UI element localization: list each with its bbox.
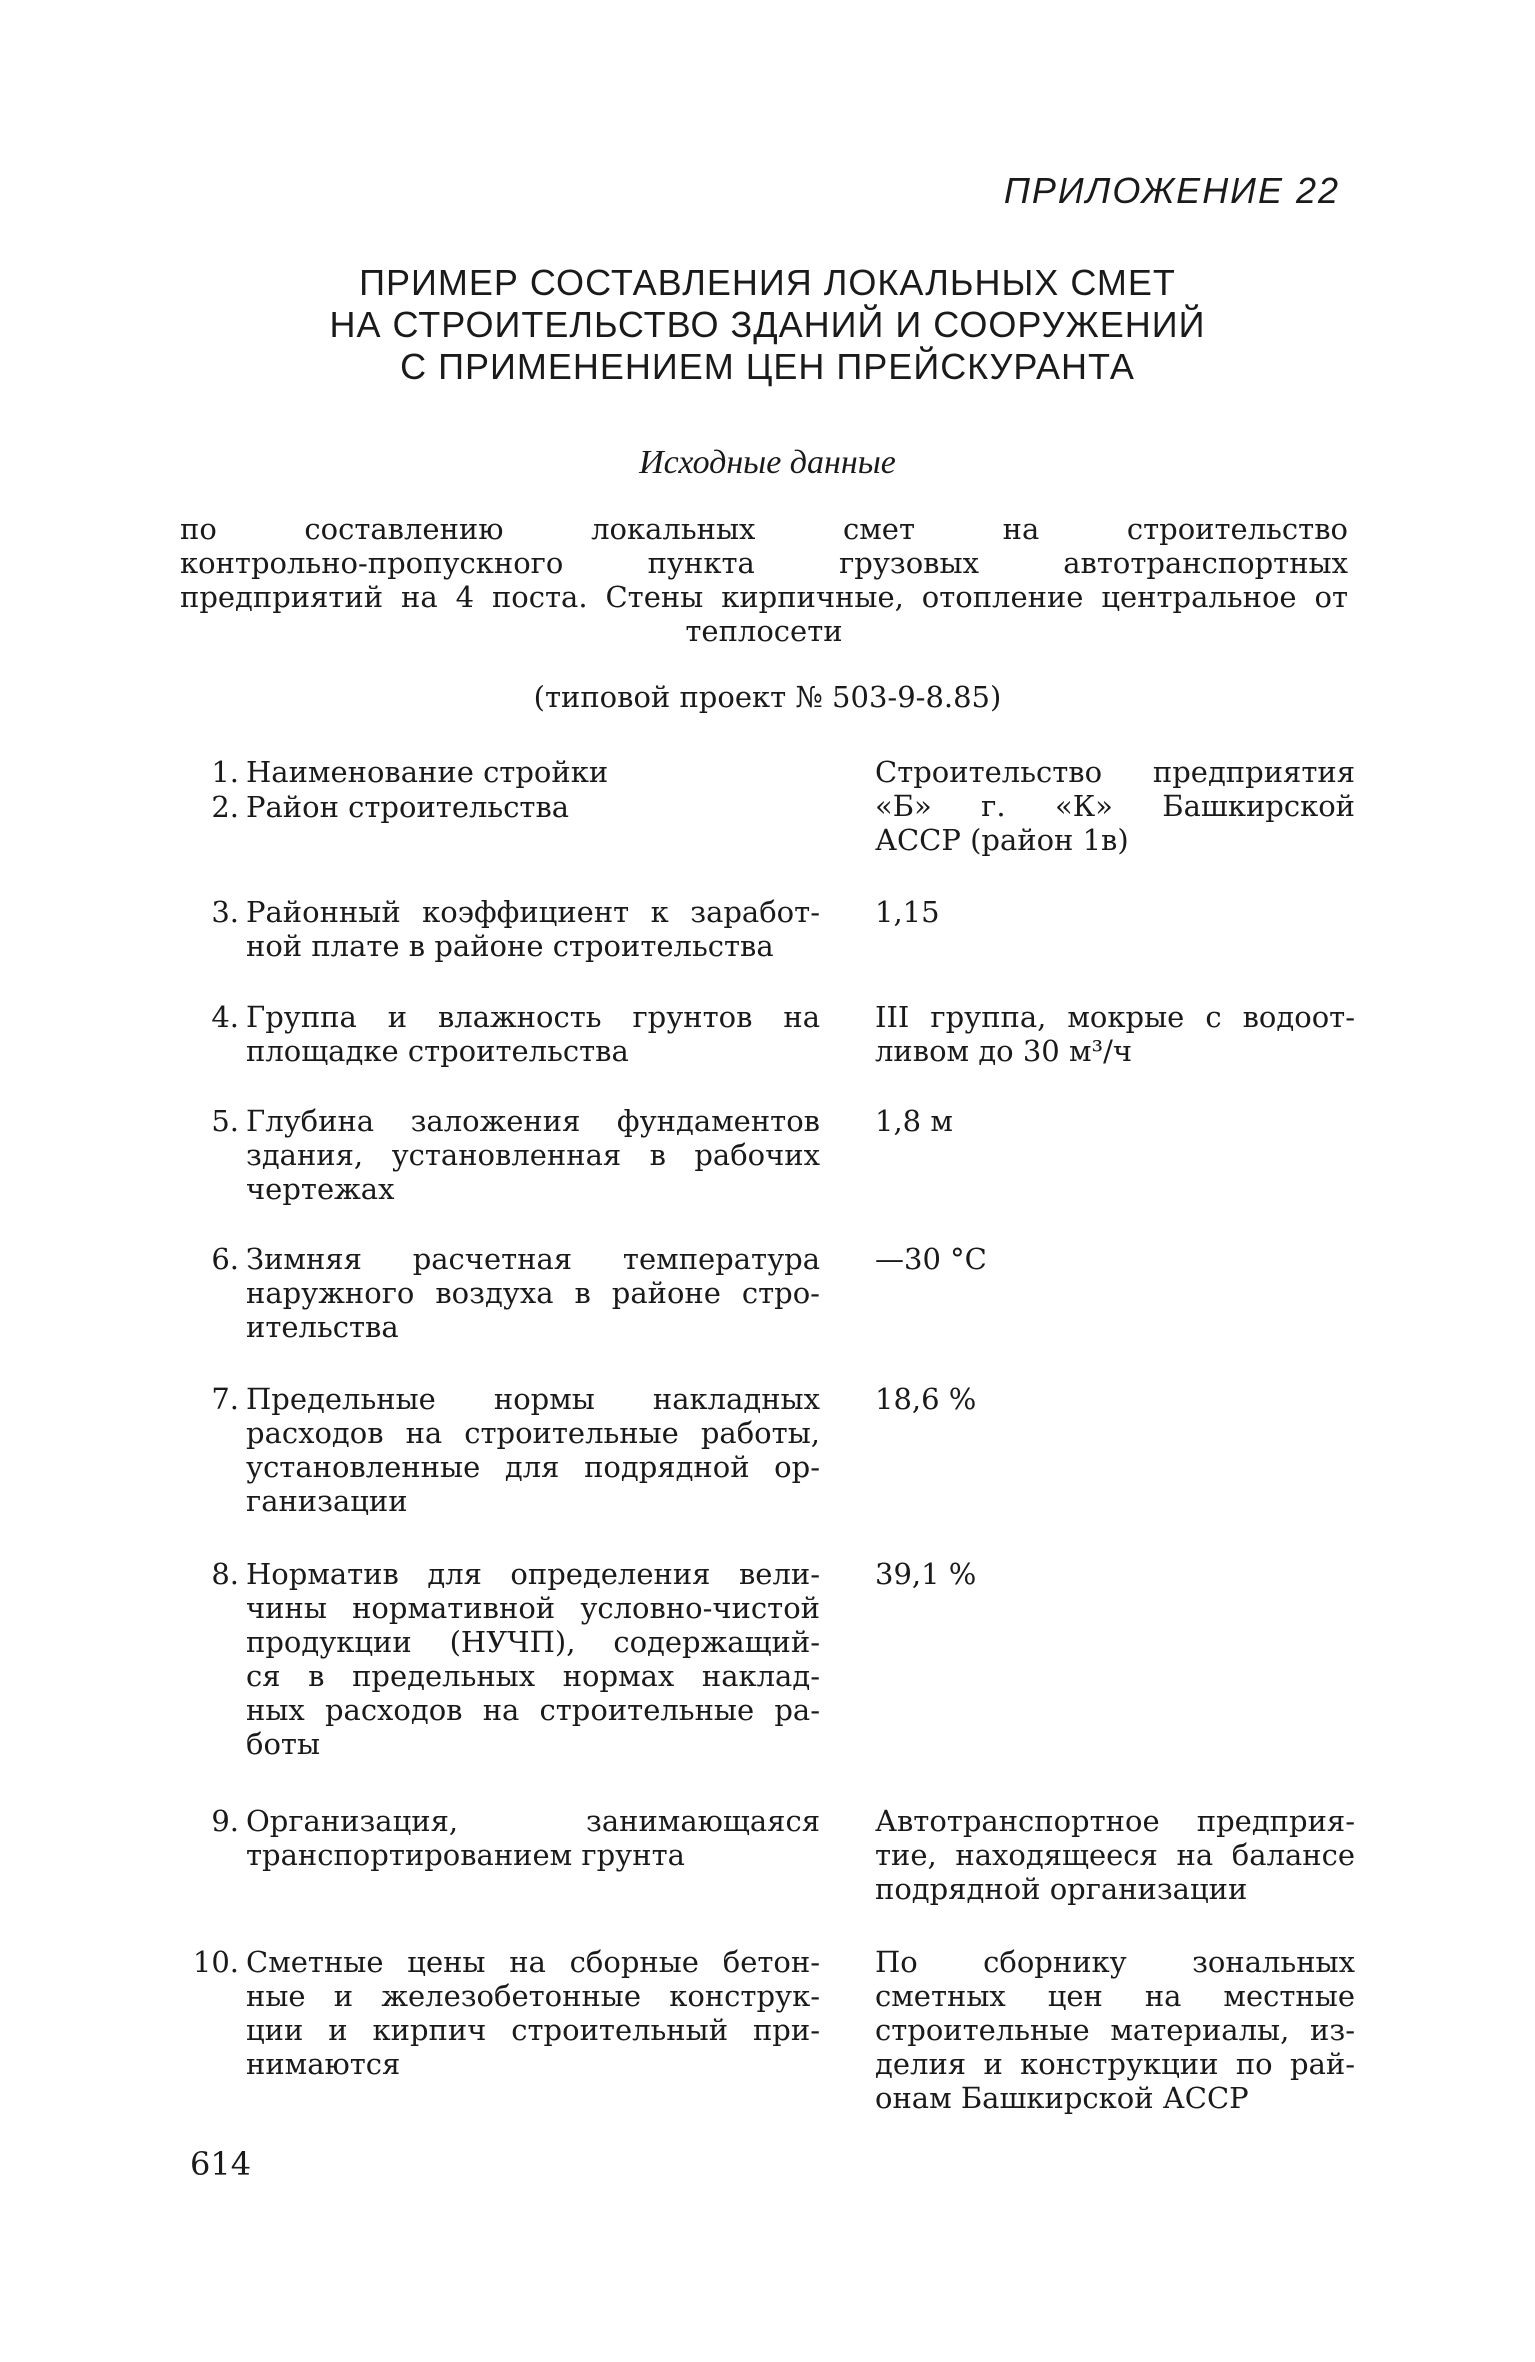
parameter-line: Глубина заложения фундаментов xyxy=(246,1104,820,1138)
value-line: строительные материалы, из- xyxy=(875,2013,1355,2047)
page-number: 614 xyxy=(190,2145,252,2183)
parameter-line: Группа и влажность грунтов на xyxy=(246,1000,820,1034)
item-value xyxy=(875,1557,1355,1591)
value-line: АССР (район 1в) xyxy=(875,823,1129,857)
item-number: 3. xyxy=(211,895,239,929)
title-line: ПРИМЕР СОСТАВЛЕНИЯ ЛОКАЛЬНЫХ СМЕТ xyxy=(359,262,1176,303)
value-line: сметных цен на местные xyxy=(875,1979,1355,2013)
item-number: 1. xyxy=(211,755,239,789)
intro-paragraph xyxy=(180,512,1348,648)
parameter-line: Сметные цены на сборные бетон- xyxy=(246,1945,820,1979)
item-value xyxy=(875,1382,1355,1416)
parameter-line: Наименование стройки xyxy=(246,755,609,789)
item-number: 5. xyxy=(211,1104,239,1138)
intro-line: предприятий на 4 поста. Стены кирпичные, отопление центральное от xyxy=(180,580,1348,614)
item-value xyxy=(875,1104,1355,1138)
parameter-line: площадке строительства xyxy=(246,1034,629,1068)
parameter-line: ции и кирпич строительный при- xyxy=(246,2013,820,2047)
parameter-line: здания, установленная в рабочих xyxy=(246,1138,820,1172)
item-value xyxy=(875,1242,1355,1276)
item-number: 6. xyxy=(211,1242,239,1276)
value-line: —30 °С xyxy=(875,1242,987,1276)
item-value xyxy=(875,755,1355,857)
parameter-line: Предельные нормы накладных xyxy=(246,1382,820,1416)
parameter-line: наружного воздуха в районе стро- xyxy=(246,1276,820,1310)
item-parameter xyxy=(246,1104,820,1206)
item-value xyxy=(875,895,1355,929)
item-parameter xyxy=(246,1945,820,2081)
value-line: Строительство предприятия xyxy=(875,755,1355,789)
parameter-line: Зимняя расчетная температура xyxy=(246,1242,820,1276)
item-parameter xyxy=(246,1000,820,1068)
value-line: III группа, мокрые с водоот- xyxy=(875,1000,1355,1034)
value-line: тие, находящееся на балансе xyxy=(875,1838,1355,1872)
parameter-line: Норматив для определения вели- xyxy=(246,1557,820,1591)
parameter-line: Организация, занимающаяся xyxy=(246,1804,820,1838)
value-line: онам Башкирской АССР xyxy=(875,2081,1249,2115)
item-number: 4. xyxy=(211,1000,239,1034)
value-line: 18,6 % xyxy=(875,1382,977,1416)
parameter-line: ганизации xyxy=(246,1484,408,1518)
item-parameter xyxy=(246,895,820,963)
parameter-line: продукции (НУЧП), содержащий- xyxy=(246,1625,820,1659)
parameter-line: ные и железобетонные конструк- xyxy=(246,1979,820,2013)
value-line: подрядной организации xyxy=(875,1872,1248,1906)
project-reference: (типовой проект № 503-9-8.85) xyxy=(533,680,1002,714)
item-parameter xyxy=(246,1382,820,1518)
parameter-line: ных расходов на строительные ра- xyxy=(246,1693,820,1727)
section-subtitle: Исходные данные xyxy=(639,444,896,481)
item-parameter xyxy=(246,790,820,824)
parameter-line: нимаются xyxy=(246,2047,401,2081)
item-parameter xyxy=(246,755,820,789)
item-parameter xyxy=(246,1557,820,1761)
value-line: 1,8 м xyxy=(875,1104,953,1138)
value-line: 1,15 xyxy=(875,895,940,929)
value-line: 39,1 % xyxy=(875,1557,977,1591)
parameter-line: установленные для подрядной ор- xyxy=(246,1450,820,1484)
parameter-line: транспортированием грунта xyxy=(246,1838,685,1872)
parameter-line: расходов на строительные работы, xyxy=(246,1416,820,1450)
appendix-label: ПРИЛОЖЕНИЕ 22 xyxy=(1003,170,1340,211)
item-parameter xyxy=(246,1242,820,1344)
item-number: 9. xyxy=(211,1804,239,1838)
intro-line: контрольно-пропускного пункта грузовых автотранспортных xyxy=(180,546,1348,580)
parameter-line: Район строительства xyxy=(246,790,570,824)
item-value xyxy=(875,1945,1355,2115)
value-line: По сборнику зональных xyxy=(875,1945,1355,1979)
parameter-line: ся в предельных нормах наклад- xyxy=(246,1659,820,1693)
item-number: 7. xyxy=(211,1382,239,1416)
item-number: 10. xyxy=(192,1945,239,1979)
parameter-line: Районный коэффициент к заработ- xyxy=(246,895,820,929)
item-value xyxy=(875,1804,1355,1906)
value-line: «Б» г. «К» Башкирской xyxy=(875,789,1355,823)
value-line: ливом до 30 м³/ч xyxy=(875,1034,1133,1068)
item-parameter xyxy=(246,1804,820,1872)
parameter-line: ительства xyxy=(246,1310,399,1344)
title-line: С ПРИМЕНЕНИЕМ ЦЕН ПРЕЙСКУРАНТА xyxy=(400,346,1135,387)
item-number: 8. xyxy=(211,1557,239,1591)
parameter-line: боты xyxy=(246,1727,321,1761)
item-value xyxy=(875,1000,1355,1068)
value-line: делия и конструкции по рай- xyxy=(875,2047,1355,2081)
document-title xyxy=(0,262,1535,388)
parameter-line: ной плате в районе строительства xyxy=(246,929,774,963)
parameter-line: чертежах xyxy=(246,1172,395,1206)
intro-line: теплосети xyxy=(685,614,843,648)
intro-line: по составлению локальных смет на строительство xyxy=(180,512,1348,546)
title-line: НА СТРОИТЕЛЬСТВО ЗДАНИЙ И СООРУЖЕНИЙ xyxy=(329,304,1206,345)
parameter-line: чины нормативной условно-чистой xyxy=(246,1591,820,1625)
value-line: Автотранспортное предприя- xyxy=(875,1804,1355,1838)
item-number: 2. xyxy=(211,790,239,824)
